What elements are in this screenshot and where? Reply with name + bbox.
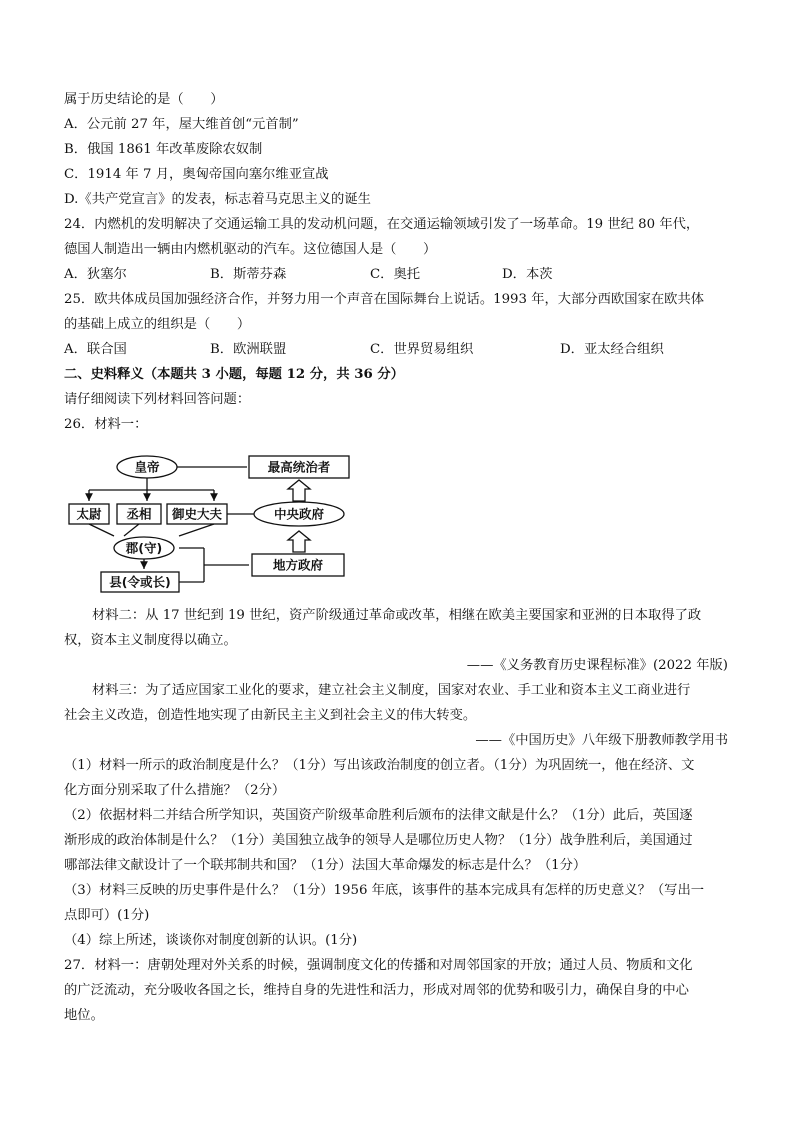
up-arrow-icon bbox=[288, 531, 310, 552]
taiwei-label: 太尉 bbox=[76, 506, 102, 522]
q26-sub1-line1: （1）材料一所示的政治制度是什么？（1分）写出该政治制度的创立者。（1分）为巩固统一，他在经济、文 bbox=[64, 758, 695, 773]
q25-option-c: C．世界贸易组织 bbox=[370, 342, 474, 357]
q25-option-a: A．联合国 bbox=[64, 342, 127, 357]
q23-option-b: B．俄国 1861 年改革废除农奴制 bbox=[64, 142, 263, 157]
material2-source: ——《义务教育历史课程标准》(2022 年版) bbox=[466, 658, 728, 673]
q27-line3: 地位。 bbox=[64, 1008, 104, 1023]
q24-line1: 24．内燃机的发明解决了交通运输工具的发动机问题，在交通运输领域引发了一场革命。19 世纪 80 年代， bbox=[64, 217, 700, 232]
xian-label: 县(令或长) bbox=[109, 574, 171, 590]
q23-option-c: C．1914 年 7 月，奥匈帝国向塞尔维亚宣战 bbox=[64, 167, 329, 182]
q26-sub2-line3: 哪部法律文献设计了一个联邦制共和国？（1分）法国大革命爆发的标志是什么？（1分） bbox=[64, 858, 587, 873]
local-gov-label: 地方政府 bbox=[272, 557, 324, 573]
section2-heading: 二、史料释义（本题共 3 小题，每题 12 分，共 36 分） bbox=[64, 367, 404, 382]
section2-instruction: 请仔细阅读下列材料回答问题： bbox=[64, 392, 251, 407]
q26-sub1-line2: 化方面分别采取了什么措施？（2分） bbox=[64, 783, 286, 798]
government-structure-diagram bbox=[64, 452, 364, 602]
q26-sub3-line1: （3）材料三反映的历史事件是什么？（1分）1956 年底，该事件的基本完成具有怎样的历史意义？（写出一 bbox=[64, 883, 705, 898]
q25-line1: 25．欧共体成员国加强经济合作，并努力用一个声音在国际舞台上说话。1993 年，大部分西欧国家在欧共体 bbox=[64, 292, 705, 307]
q24-option-d: D．本茨 bbox=[502, 267, 553, 282]
material3-source: ——《中国历史》八年级下册教师教学用书 bbox=[475, 733, 728, 748]
q23-option-d: D.《共产党宣言》的发表，标志着马克思主义的诞生 bbox=[64, 192, 371, 207]
q26-sub4: （4）综上所述，谈谈你对制度创新的认识。(1分) bbox=[64, 933, 358, 948]
supreme-ruler-label: 最高统治者 bbox=[267, 459, 331, 475]
q24-option-a: A．狄塞尔 bbox=[64, 267, 127, 282]
material3-line2: 社会主义改造，创造性地实现了由新民主主义到社会主义的伟大转变。 bbox=[64, 708, 477, 723]
material3-line1: 材料三：为了适应国家工业化的要求，建立社会主义制度，国家对农业、手工业和资本主义工商业进行 bbox=[92, 683, 691, 698]
q26-sub2-line1: （2）依据材料二并结合所学知识，英国资产阶级革命胜利后颁布的法律文献是什么？（1分）此后，英国逐 bbox=[64, 808, 693, 823]
emperor-label: 皇帝 bbox=[134, 459, 160, 475]
q26-sub2-line2: 渐形成的政治体制是什么？（1分）美国独立战争的领导人是哪位历史人物？（1分）战争胜利后，美国通过 bbox=[64, 833, 693, 848]
q24-option-b: B．斯蒂芬森 bbox=[210, 267, 287, 282]
central-gov-label: 中央政府 bbox=[273, 506, 325, 522]
jun-label: 郡(守) bbox=[125, 540, 163, 556]
q27-line2: 的广泛流动，充分吸收各国之长，维持自身的先进性和活力，形成对周邻的优势和吸引力，确保自身的中心 bbox=[64, 983, 689, 998]
material2-line1: 材料二：从 17 世纪到 19 世纪，资产阶级通过革命或改革，相继在欧美主要国家和亚洲的日本取得了政 bbox=[92, 608, 702, 623]
material2-line2: 权，资本主义制度得以确立。 bbox=[64, 633, 237, 648]
q24-option-c: C．奥托 bbox=[370, 267, 421, 282]
q27-line1: 27．材料一：唐朝处理对外关系的时候，强调制度文化的传播和对周邻国家的开放；通过人员、物质和文化 bbox=[64, 958, 693, 973]
q25-option-b: B．欧洲联盟 bbox=[210, 342, 287, 357]
q23-option-a: A．公元前 27 年，屋大维首创“元首制” bbox=[64, 117, 299, 132]
q23-stem: 属于历史结论的是（ ） bbox=[64, 92, 224, 107]
q24-line2: 德国人制造出一辆由内燃机驱动的汽车。这位德国人是（ ） bbox=[64, 242, 437, 257]
up-arrow-icon bbox=[288, 480, 310, 501]
q26-sub3-line2: 点即可）(1分) bbox=[64, 908, 150, 923]
q25-line2: 的基础上成立的组织是（ ） bbox=[64, 317, 251, 332]
q26-label: 26．材料一： bbox=[64, 417, 148, 432]
yushi-label: 御史大夫 bbox=[171, 506, 223, 522]
chengxiang-label: 丞相 bbox=[126, 506, 152, 522]
q25-option-d: D．亚太经合组织 bbox=[560, 342, 664, 357]
